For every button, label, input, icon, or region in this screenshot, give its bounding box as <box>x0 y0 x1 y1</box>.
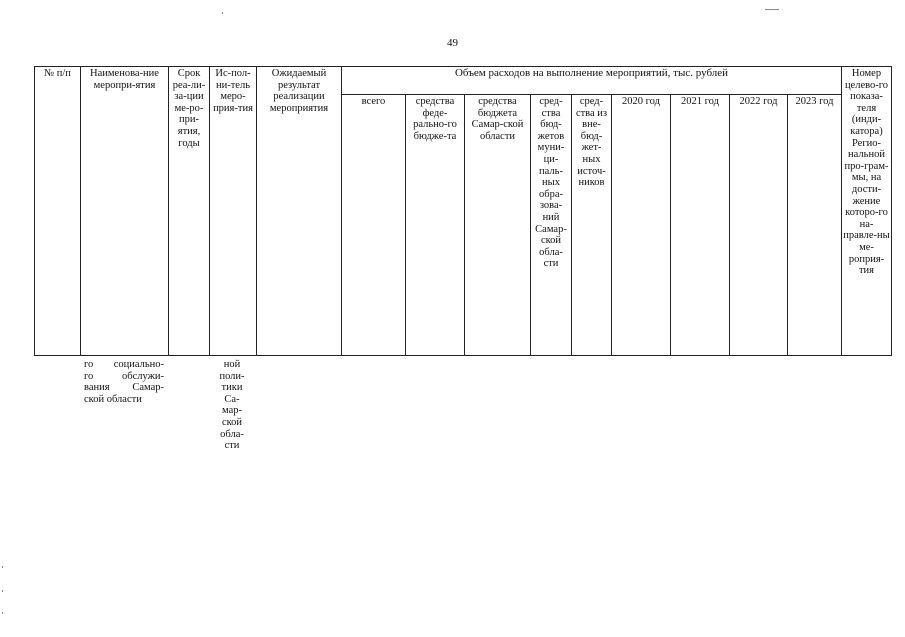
header-expenses: Объем расходов на выполнение мероприятий, тыс. рублей <box>342 67 842 95</box>
scan-artifact <box>2 566 3 568</box>
measures-table-header <box>34 66 892 356</box>
continuation-line: вания Самар- <box>84 382 164 394</box>
continuation-line: поли- <box>219 370 245 382</box>
continuation-line: мар- <box>222 405 242 417</box>
continuation-line: го обслужи- <box>84 370 164 382</box>
header-indicator-number: Номер целево-го показа-теля (инди-катора) Регио-нальной про-грам-мы, на дости-жение которо-го на-правле-ны ме-роприя-тия <box>842 67 892 356</box>
scan-artifact <box>765 9 779 10</box>
subheader-year-2023: 2023 год <box>788 95 842 356</box>
continuation-measure-name <box>84 359 164 405</box>
continuation-line: го социально- <box>84 359 164 370</box>
subheader-off-budget: сред-ства из вне-бюд-жет-ных источ-ников <box>572 95 612 356</box>
page-number: 49 <box>447 37 458 49</box>
subheader-year-2022: 2022 год <box>730 95 788 356</box>
subheader-regional-budget: средства бюджета Самар-ской области <box>465 95 531 356</box>
subheader-year-2021: 2021 год <box>671 95 730 356</box>
continuation-line: ной <box>223 359 241 370</box>
subheader-total: всего <box>342 95 406 356</box>
continuation-executor <box>212 359 252 452</box>
continuation-line: ской области <box>84 393 142 405</box>
continuation-line: сти <box>224 440 240 452</box>
scan-artifact <box>2 612 3 614</box>
header-measure-name: Наименова-ние меропри-ятия <box>81 67 169 356</box>
continuation-line: ской <box>221 416 243 428</box>
header-term: Срок реа-ли-за-ции ме-ро-при-ятия, годы <box>169 67 210 356</box>
continuation-line: Са- <box>224 393 240 405</box>
subheader-federal-budget: средства феде-рально-го бюдже-та <box>406 95 465 356</box>
scan-artifact <box>222 12 223 14</box>
subheader-year-2020: 2020 год <box>612 95 671 356</box>
header-number: № п/п <box>35 67 81 356</box>
header-expected-result: Ожидаемый результат реализации мероприятия <box>257 67 342 356</box>
scan-artifact <box>2 590 3 592</box>
subheader-municipal-budget: сред-ства бюд-жетов муни-ци-паль-ных обра-зова-ний Самар-ской обла-сти <box>531 95 572 356</box>
continuation-line: тики <box>221 382 243 394</box>
continuation-line: обла- <box>220 428 244 440</box>
header-executor: Ис-пол-ни-тель меро-прия-тия <box>210 67 257 356</box>
